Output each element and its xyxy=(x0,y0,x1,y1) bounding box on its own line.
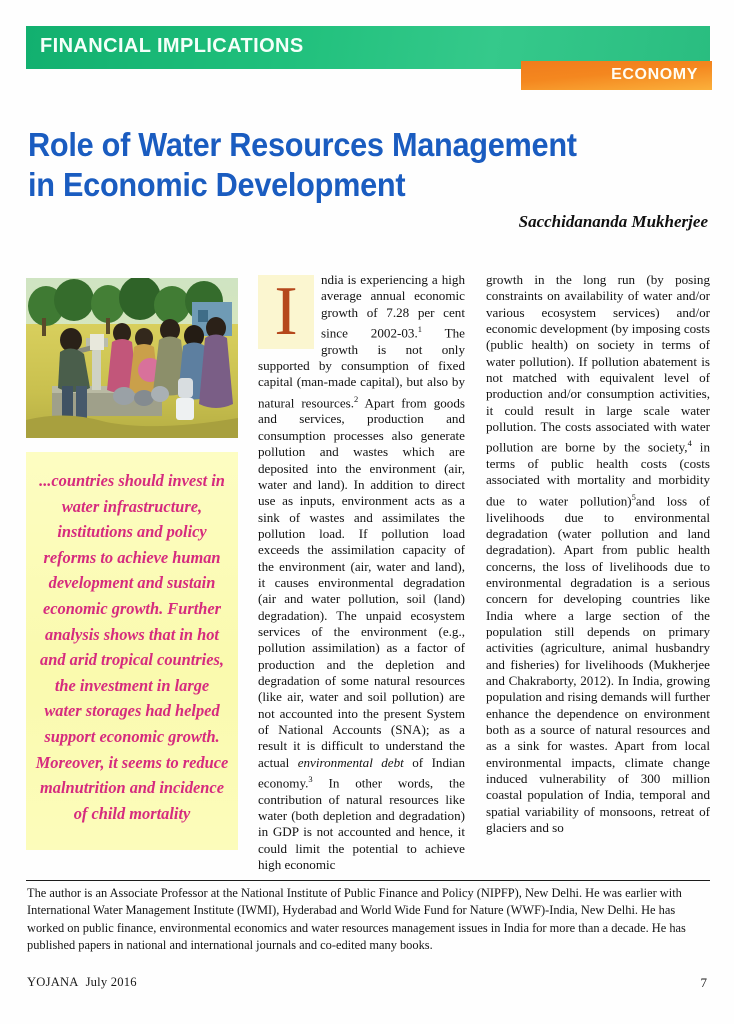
pull-quote: ...countries should invest in water infrastructure, institutions and policy reforms to achieve human development and sustain economic growth. Further analysis shows that in hot and arid tropical countries, the investment in large water storages had helped support economic growth. Moreover, it seems to reduce malnutrition and incidence of child mortality xyxy=(26,452,238,850)
body-paragraph-right: growth in the long run (by posing constraints on availability of water and/or various ecosystem services) and/or economic development (by imposing costs (public health) on society in terms of water pollution). If pollution abatement is not matched with equivalent level of production and/or consumption activities, it could result in large scale water pollution. The costs associated with water pollution are borne by the society,$^4$ in terms of public health costs (costs associated with mortality and morbidity due to water pollution)$^5$and loss of livelihoods due to environmental degradation (water pollution and land degradation). Apart from public health concerns, the loss of livelihoods due to environmental degradation is a serious concern for developing countries like India where a large section of the population still depends on primary activities (agriculture, animal husbandry and fisheries) for livelihoods (Mukherjee and Chakraborty, 2012). In India, growing population and rising demands will further enhance the dependence on environment both as a source of natural resources and as a sink for wastes. Apart from local environmental impacts, climate change induced vulnerability of 300 million coastal population of India, temporal and spatial variability of monsoons, retreat of glaciers and so xyxy=(486,272,711,836)
section-tag-label: ECONOMY xyxy=(611,66,698,83)
page-title-line-1: Role of Water Resources Management xyxy=(28,126,577,164)
page-number: 7 xyxy=(700,975,707,990)
body-column-middle xyxy=(258,272,465,873)
page-title xyxy=(28,125,642,205)
left-column xyxy=(26,278,238,850)
footer-magazine-name: YOJANA xyxy=(27,975,79,989)
drop-cap: I xyxy=(258,275,314,349)
kicker-label: FINANCIAL IMPLICATIONS xyxy=(40,35,304,57)
body-column-right xyxy=(486,272,710,836)
section-banner-orange xyxy=(521,61,712,90)
author-byline: Sacchidananda Mukherjee xyxy=(518,212,708,231)
photo-illustration xyxy=(26,278,238,438)
footer-issue-date: July 2016 xyxy=(85,975,137,989)
author-note: The author is an Associate Professor at the National Institute of Public Finance and Policy (NIPFP), New Delhi. He was earlier with International Water Management Institute (IWMI), Hyderabad and World Wide Fund for Nature (WWF)-India, New Delhi. He has worked on public finance, environmental economics and water resources management issues in India for more than a decade. He has published papers in national and international journals and co-edited many books. xyxy=(27,886,686,952)
body-paragraph-middle: ndia is experiencing a high average annual economic growth of 7.28 per cent since 2002-03.$^1$ The growth is not only supported by consumption of fixed capital (man-made capital), but also by natural resources.$^2$ Apart from goods and services, production and consumption processes also generate pollution and wastes which are deposited into the environment (air, water and land). In addition to direct use as inputs, environment acts as a sink of wastes and assimilates the pollution load. If pollution load exceeds the assimilation capacity of the environment (air, water and land), it causes environmental degradation (air and water pollution, soil (land) degradation). The unpaid ecosystem services of the environment (e.g., pollution assimilation) as a factor of production and the depletion and degradation of some natural resources (like air, water and soil pollution) are not accounted into the present System of National Accounts (SNA); as a result it is difficult to understand the actual environmental debt of Indian economy.$^3$ In other words, the contribution of natural resources like water (both depletion and degradation) in GDP is not accounted and hence, it could limit the potential to achieve high economic xyxy=(258,272,466,873)
footer-magazine-info xyxy=(27,975,137,990)
page-title-line-2: in Economic Development xyxy=(28,166,406,204)
footnote-divider xyxy=(26,880,710,881)
article-photo xyxy=(26,278,238,438)
